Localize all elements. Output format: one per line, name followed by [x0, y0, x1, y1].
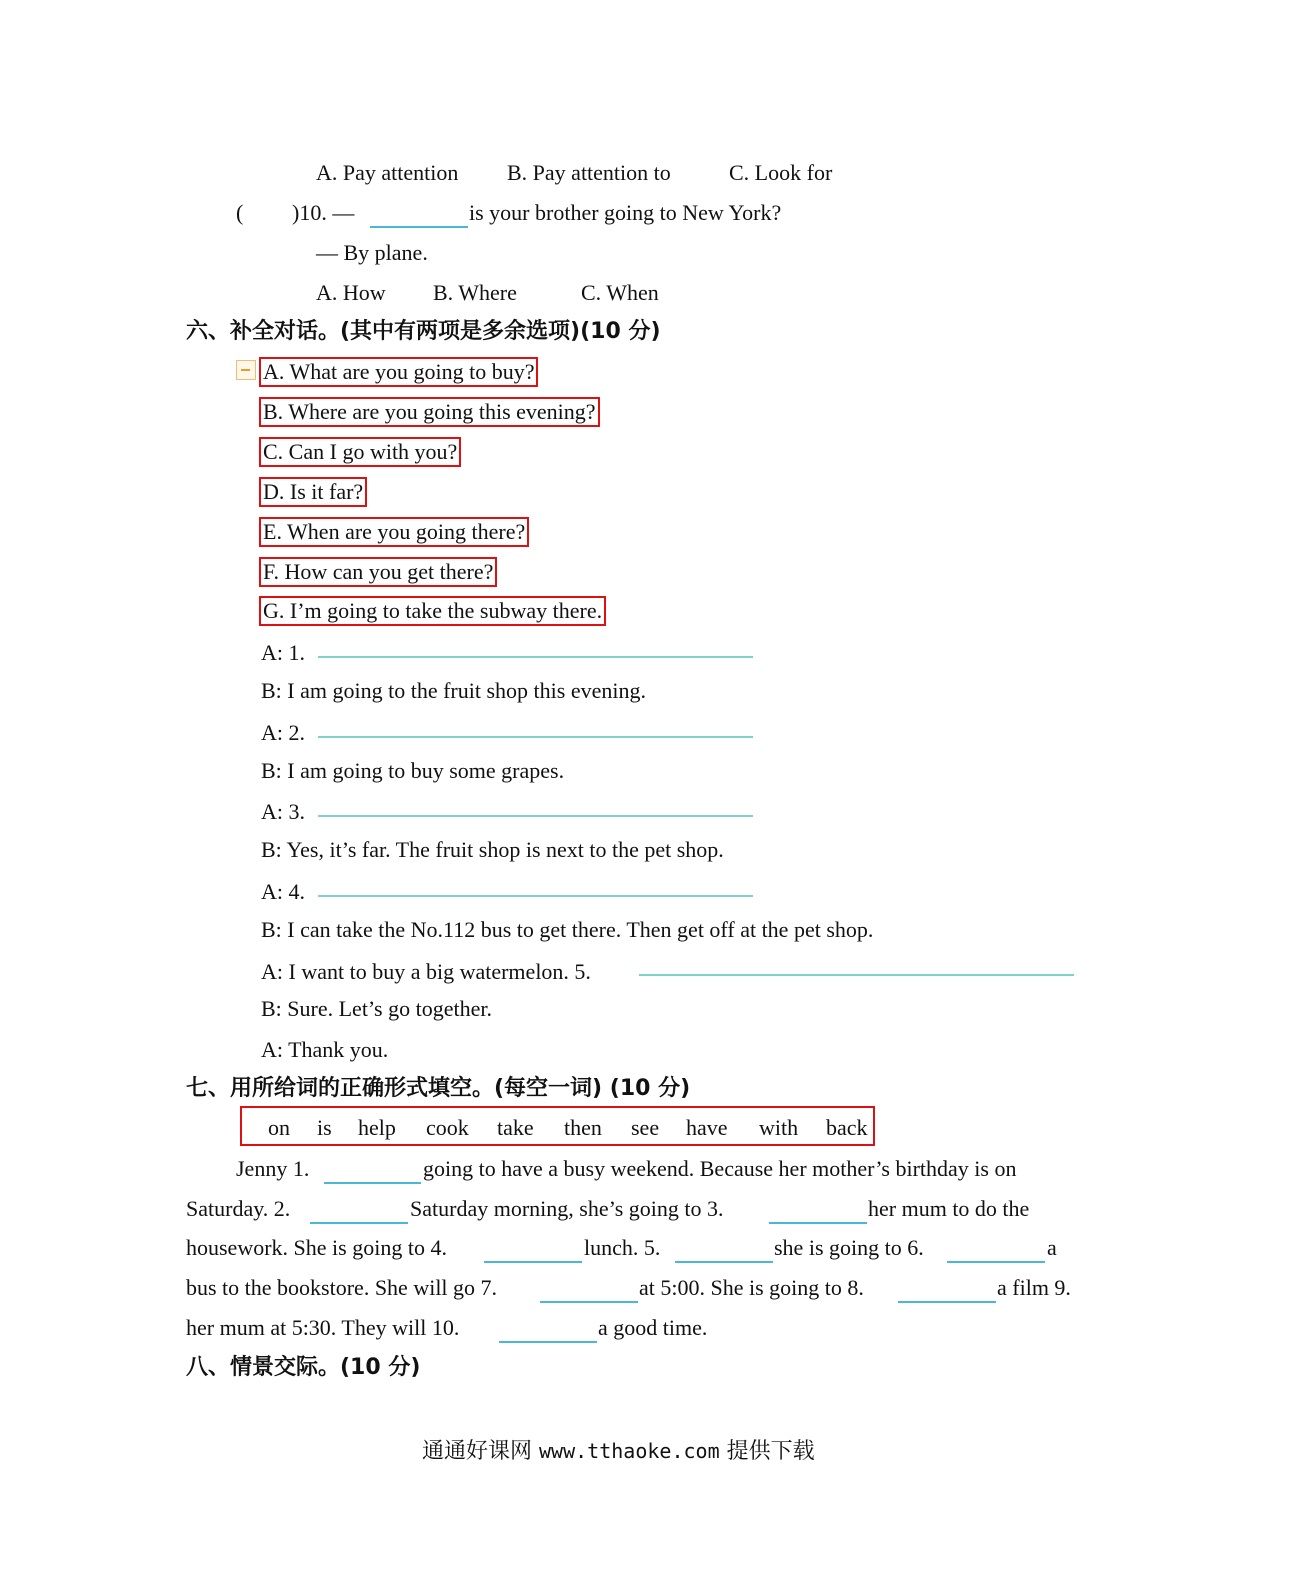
dialogue-blank-3[interactable] [318, 815, 753, 817]
footer-download-text: 提供下载 [726, 1439, 815, 1464]
word-bank [240, 1106, 875, 1146]
section7-title: 七、用所给词的正确形式填空。(每空一词) (10 分) [186, 1076, 691, 1101]
option-d: D. Is it far? [259, 477, 367, 507]
dialogue-line-2: B: I am going to the fruit shop this evening. [261, 678, 646, 703]
passage-text: at 5:00. She is going to 8. [639, 1275, 864, 1300]
passage-blank-8[interactable] [898, 1283, 996, 1303]
dialogue-line-8: B: I can take the No.112 bus to get there. Then get off at the pet shop. [261, 917, 874, 942]
passage-text: Saturday morning, she’s going to 3. [410, 1196, 724, 1221]
section6-title: 六、补全对话。(其中有两项是多余选项)(10 分) [186, 319, 661, 344]
option-e: E. When are you going there? [259, 517, 529, 547]
option-g: G. I’m going to take the subway there. [259, 596, 606, 626]
passage-blank-5[interactable] [675, 1243, 773, 1263]
passage-text: a [1047, 1235, 1057, 1260]
dialogue-blank-5[interactable] [639, 974, 1074, 976]
passage-text: bus to the bookstore. She will go 7. [186, 1275, 498, 1300]
passage-text: going to have a busy weekend. Because her mother’s birthday is on [423, 1156, 1017, 1181]
footer [422, 1438, 815, 1465]
footer-url[interactable]: www.tthaoke.com [539, 1439, 720, 1463]
option-a: A. What are you going to buy? [259, 357, 538, 387]
word-help: help [358, 1115, 396, 1140]
dialogue-blank-1[interactable] [318, 656, 753, 658]
word-have: have [686, 1115, 728, 1140]
q10-number: )10. — [292, 200, 355, 225]
q10-option-b: B. Where [433, 280, 517, 305]
passage-text: lunch. 5. [584, 1235, 661, 1260]
word-take: take [497, 1115, 534, 1140]
q9-option-b: B. Pay attention to [507, 160, 671, 185]
passage-text: housework. She is going to 4. [186, 1235, 447, 1260]
q10-option-a: A. How [316, 280, 386, 305]
dialogue-line-9: A: I want to buy a big watermelon. 5. [261, 959, 591, 984]
dialogue-line-11: A: Thank you. [261, 1037, 389, 1062]
passage-blank-7[interactable] [540, 1283, 638, 1303]
passage-text: Saturday. 2. [186, 1196, 291, 1221]
passage-blank-2[interactable] [310, 1204, 408, 1224]
word-cook: cook [426, 1115, 469, 1140]
dialogue-line-4: B: I am going to buy some grapes. [261, 758, 565, 783]
q10-answer: — By plane. [316, 240, 428, 265]
word-see: see [631, 1115, 660, 1140]
dialogue-blank-4[interactable] [318, 895, 753, 897]
dialogue-line-1: A: 1. [261, 640, 305, 665]
dialogue-line-6: B: Yes, it’s far. The fruit shop is next to the pet shop. [261, 837, 724, 862]
passage-text: she is going to 6. [774, 1235, 924, 1260]
dialogue-line-10: B: Sure. Let’s go together. [261, 996, 492, 1021]
q10-blank[interactable] [370, 208, 468, 228]
passage-blank-1[interactable] [324, 1164, 421, 1184]
option-f: F. How can you get there? [259, 557, 497, 587]
passage-blank-6[interactable] [947, 1243, 1045, 1263]
passage-text: Jenny 1. [236, 1156, 310, 1181]
dialogue-line-3: A: 2. [261, 720, 305, 745]
word-then: then [564, 1115, 602, 1140]
passage-text: her mum to do the [868, 1196, 1030, 1221]
passage-blank-10[interactable] [499, 1323, 597, 1343]
word-with: with [759, 1115, 799, 1140]
note-icon [236, 360, 256, 380]
section8-title: 八、情景交际。(10 分) [186, 1355, 421, 1380]
passage-text: a good time. [598, 1315, 708, 1340]
q10-question: is your brother going to New York? [469, 200, 782, 225]
passage-blank-4[interactable] [484, 1243, 582, 1263]
option-b: B. Where are you going this evening? [259, 397, 600, 427]
dialogue-line-7: A: 4. [261, 879, 305, 904]
footer-site-name: 通通好课网 [422, 1439, 533, 1464]
q10-paren-open: ( [236, 200, 244, 225]
passage-blank-3[interactable] [769, 1204, 867, 1224]
dialogue-line-5: A: 3. [261, 799, 305, 824]
q10-option-c: C. When [581, 280, 659, 305]
word-back: back [826, 1115, 868, 1140]
option-c: C. Can I go with you? [259, 437, 461, 467]
q9-option-a: A. Pay attention [316, 160, 459, 185]
word-on: on [268, 1115, 290, 1140]
passage-text: her mum at 5:30. They will 10. [186, 1315, 460, 1340]
passage-text: a film 9. [997, 1275, 1071, 1300]
q9-option-c: C. Look for [729, 160, 833, 185]
word-is: is [317, 1115, 332, 1140]
dialogue-blank-2[interactable] [318, 736, 753, 738]
